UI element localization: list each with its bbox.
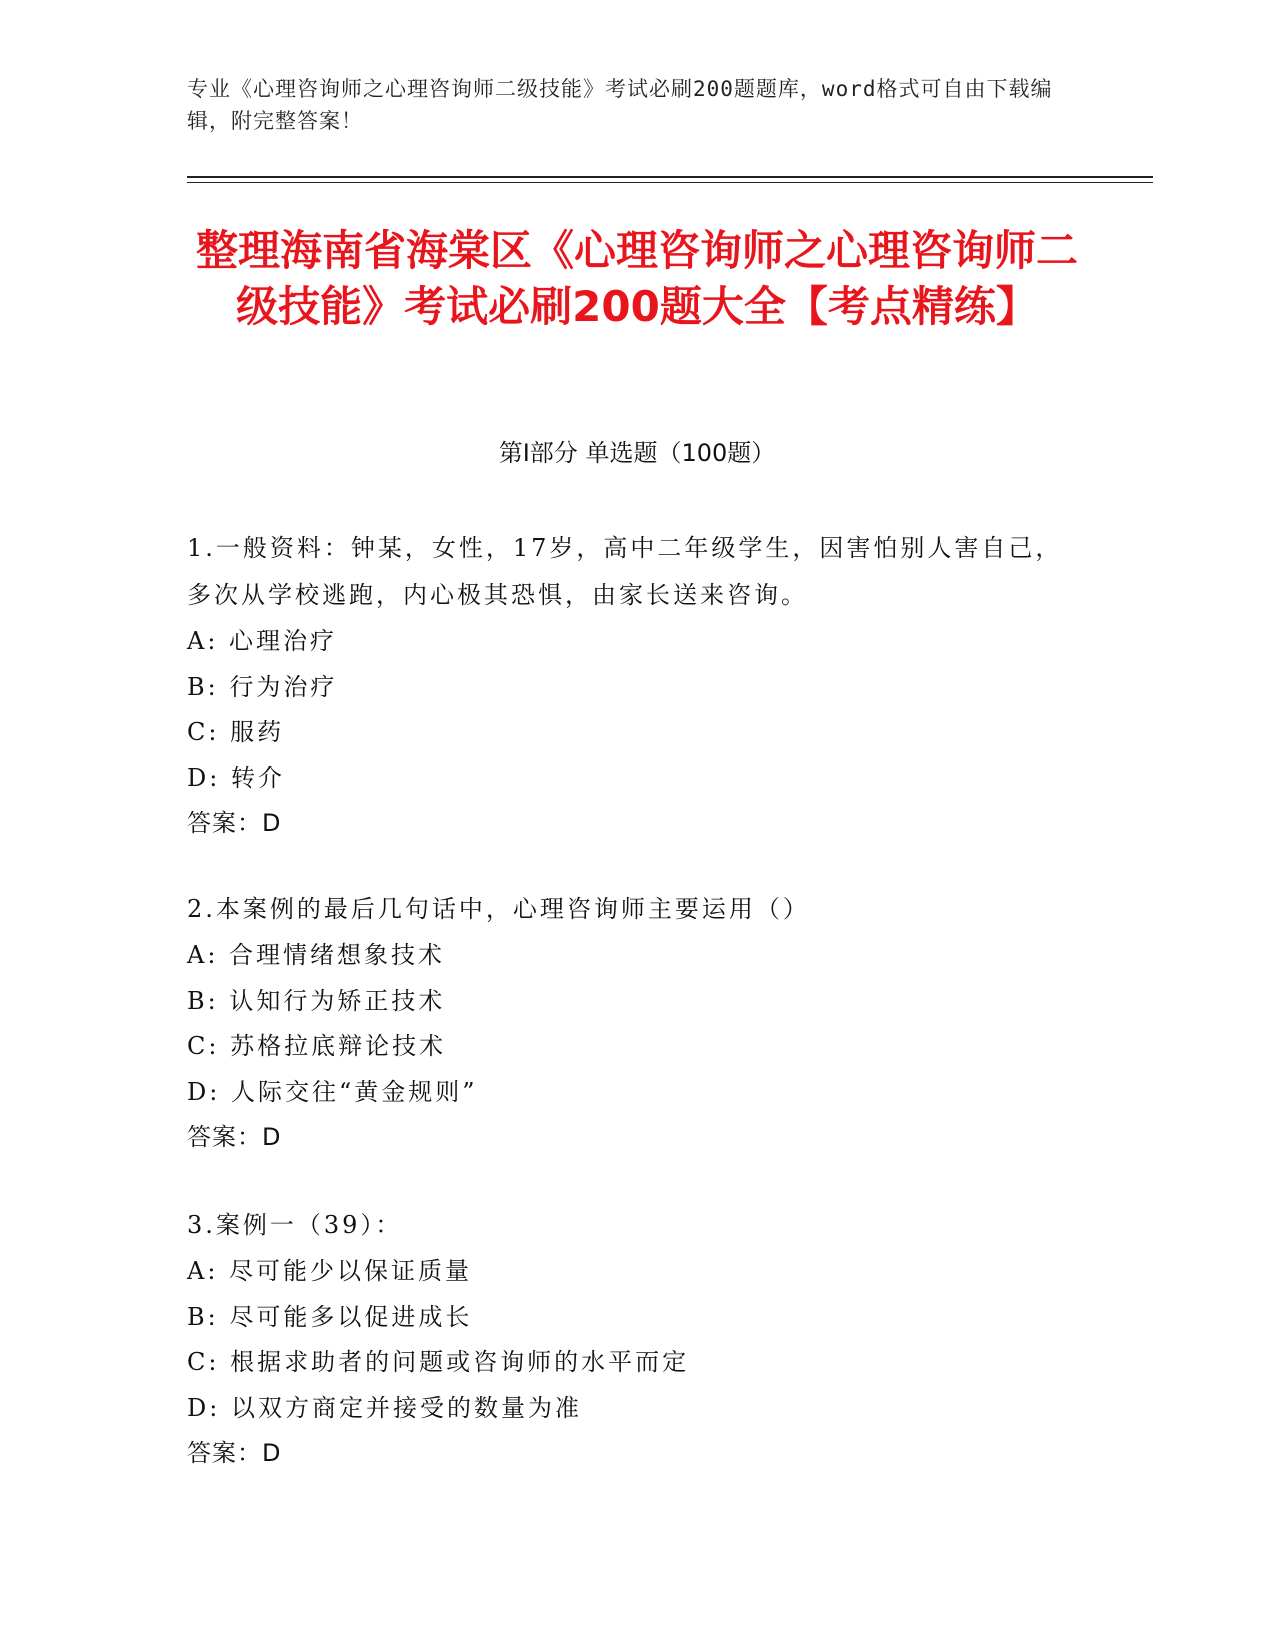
header-divider-thick xyxy=(187,176,1153,178)
header-divider-thin xyxy=(187,182,1153,183)
option-d: D: 以双方商定并接受的数量为准 xyxy=(187,1393,582,1422)
option-b: B: 认知行为矫正技术 xyxy=(187,986,446,1015)
option-c: C: 苏格拉底辩论技术 xyxy=(187,1032,447,1060)
option-c: C: 根据求助者的问题或咨询师的水平而定 xyxy=(187,1348,690,1376)
option-d: D: 转介 xyxy=(187,763,285,792)
option-a: A: 心理治疗 xyxy=(187,627,338,655)
option-a: A: 合理情绪想象技术 xyxy=(187,941,446,969)
question-block xyxy=(187,525,1087,847)
header-note: 专业《心理咨询师之心理咨询师二级技能》考试必刷200题题库，word格式可自由下载编辑，附完整答案！ xyxy=(187,77,1053,133)
question-block xyxy=(187,1202,1087,1477)
document-title: 整理海南省海棠区《心理咨询师之心理咨询师二级技能》考试必刷200题大全【考点精练】 xyxy=(195,226,1078,331)
option-a: A: 尽可能少以保证质量 xyxy=(187,1257,473,1285)
answer-line: 答案：D xyxy=(187,1439,282,1467)
option-d: D: 人际交往“黄金规则” xyxy=(187,1077,478,1106)
option-b: B: 行为治疗 xyxy=(187,672,338,701)
option-c: C: 服药 xyxy=(187,718,285,746)
question-stem: 1.一般资料：钟某，女性，17岁，高中二年级学生，因害怕别人害自己，多次从学校逃跑，内心极其恐惧，由家长送来咨询。 xyxy=(187,534,1063,609)
answer-line: 答案：D xyxy=(187,1123,282,1151)
answer-line: 答案：D xyxy=(187,809,282,837)
question-stem: 3.案例一（39）： xyxy=(187,1211,403,1239)
question-block xyxy=(187,886,1087,1161)
option-b: B: 尽可能多以促进成长 xyxy=(187,1302,473,1331)
question-stem: 2.本案例的最后几句话中，心理咨询师主要运用（） xyxy=(187,895,810,923)
section-heading: 第Ⅰ部分 单选题（100题） xyxy=(498,439,776,467)
